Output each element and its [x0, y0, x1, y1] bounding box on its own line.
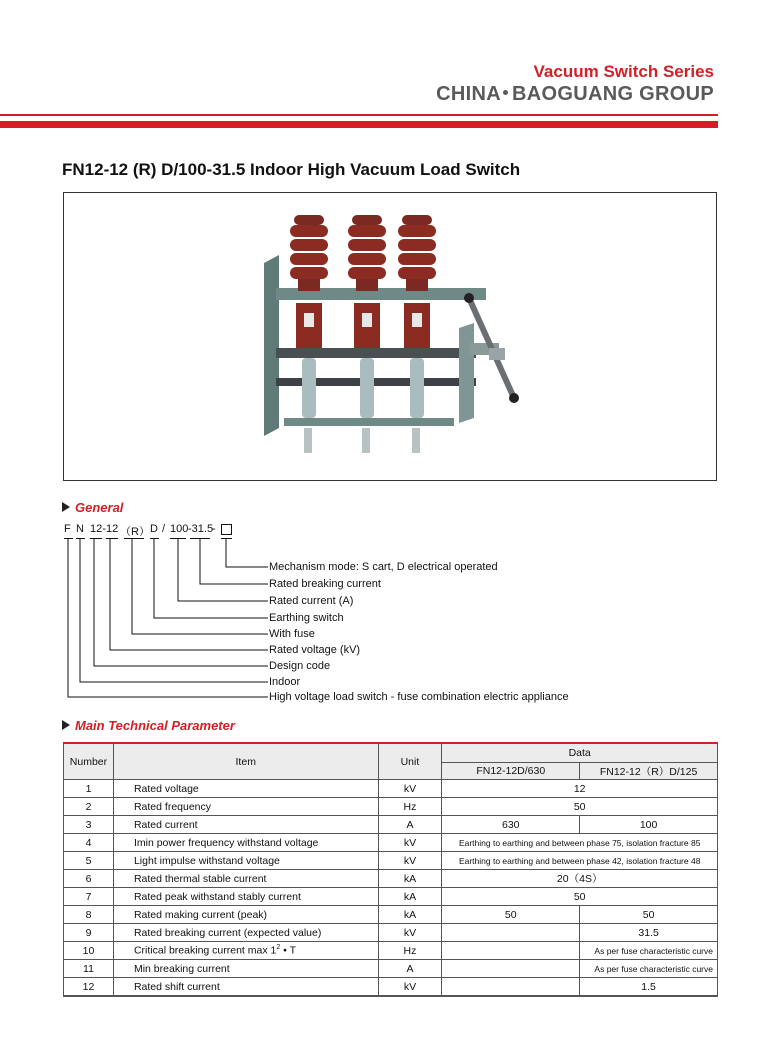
- row-item: Min breaking current: [113, 960, 378, 978]
- header-model-2: FN12-12（R）D/125: [580, 763, 718, 780]
- code-desc-rated-current: Rated current (A): [269, 595, 354, 607]
- header-unit: Unit: [378, 743, 442, 780]
- row-item: Rated breaking current (expected value): [113, 924, 378, 942]
- code-desc-rated-voltage: Rated voltage (kV): [269, 644, 361, 656]
- row-item: Rated frequency: [113, 798, 378, 816]
- code-leader-lines: [0, 535, 270, 705]
- header-rule-thin: [0, 114, 718, 116]
- series-title: Vacuum Switch Series: [533, 62, 714, 81]
- code-desc-breaking-current: Rated breaking current: [269, 578, 381, 590]
- row-unit: Hz: [378, 798, 442, 816]
- section-params-label: Main Technical Parameter: [75, 718, 235, 733]
- row-number: 2: [64, 798, 114, 816]
- table-row: [64, 798, 718, 816]
- company-name-part-b: BAOGUANG GROUP: [512, 83, 714, 105]
- row-unit: A: [378, 816, 442, 834]
- phase-c: [398, 215, 436, 453]
- row-number: 9: [64, 924, 114, 942]
- parameter-table: [63, 742, 718, 997]
- row-unit: Hz: [378, 942, 442, 960]
- row-data-model-2: As per fuse characteristic curve: [580, 960, 718, 978]
- header-rule-thick: [0, 121, 718, 128]
- row-data: 50: [442, 798, 718, 816]
- header-model-1: FN12-12D/630: [442, 763, 580, 780]
- code-desc-indoor: Indoor: [269, 676, 301, 688]
- row-item: Imin power frequency withstand voltage: [113, 834, 378, 852]
- table-row: [64, 816, 718, 834]
- table-row: [64, 780, 718, 798]
- row-item: Rated current: [113, 816, 378, 834]
- table-row: [64, 852, 718, 870]
- code-part-f: F: [64, 523, 71, 535]
- code-part-12b: 12: [106, 523, 119, 535]
- row-number: 1: [64, 780, 114, 798]
- row-unit: kA: [378, 870, 442, 888]
- triangle-bullet-icon: [62, 502, 70, 512]
- code-part-slash: /: [162, 523, 166, 535]
- row-data-model-1: [442, 942, 580, 960]
- code-part-d: D: [150, 523, 158, 535]
- row-unit: A: [378, 960, 442, 978]
- row-unit: kV: [378, 834, 442, 852]
- row-item: Rated making current (peak): [113, 906, 378, 924]
- code-part-12a: 12-: [90, 523, 106, 535]
- row-item: Light impulse withstand voltage: [113, 852, 378, 870]
- row-data: 50: [442, 888, 718, 906]
- section-general-label: General: [75, 500, 124, 515]
- row-number: 12: [64, 978, 114, 997]
- table-row: [64, 906, 718, 924]
- table-row: [64, 888, 718, 906]
- code-desc-design-code: Design code: [269, 660, 331, 672]
- row-data-model-1: [442, 978, 580, 997]
- row-data-model-2: 1.5: [580, 978, 718, 997]
- row-data: 12: [442, 780, 718, 798]
- row-number: 4: [64, 834, 114, 852]
- code-desc-load-switch: High voltage load switch - fuse combination electric appliance: [269, 691, 569, 703]
- code-placeholder-box: [221, 524, 232, 535]
- row-item-superscript: 2: [276, 944, 281, 952]
- row-data-model-2: 100: [580, 816, 718, 834]
- header-data: Data: [442, 743, 718, 763]
- header-number: Number: [64, 743, 114, 780]
- code-part-dash: -: [212, 523, 216, 535]
- code-part-n: N: [76, 523, 84, 535]
- row-item-text: Critical breaking current max 1: [133, 944, 277, 957]
- dot-separator: [503, 90, 508, 95]
- row-data: 20（4S）: [442, 870, 718, 888]
- row-item: [113, 942, 378, 960]
- company-name: [436, 83, 714, 106]
- row-number: 11: [64, 960, 114, 978]
- row-number: 3: [64, 816, 114, 834]
- table-row: [64, 960, 718, 978]
- load-switch-illustration: [64, 193, 716, 480]
- code-part-100: 100: [170, 523, 189, 535]
- row-data-model-2: 50: [580, 906, 718, 924]
- row-item: Rated voltage: [113, 780, 378, 798]
- table-row: [64, 942, 718, 960]
- row-data-model-1: 50: [442, 906, 580, 924]
- code-part-31-5: -31.5: [188, 523, 214, 535]
- row-number: 5: [64, 852, 114, 870]
- code-desc-mechanism: Mechanism mode: S cart, D electrical operated: [269, 561, 498, 573]
- row-item: Rated shift current: [113, 978, 378, 997]
- row-data: Earthing to earthing and between phase 42, isolation fracture 48: [442, 852, 718, 870]
- row-data-model-2: As per fuse characteristic curve: [580, 942, 718, 960]
- header-item: Item: [113, 743, 378, 780]
- table-row: [64, 834, 718, 852]
- table-row: [64, 924, 718, 942]
- phase-b: [348, 215, 386, 453]
- phase-a: [290, 215, 328, 453]
- row-data-model-1: [442, 960, 580, 978]
- row-number: 7: [64, 888, 114, 906]
- row-number: 6: [64, 870, 114, 888]
- row-number: 8: [64, 906, 114, 924]
- section-params-heading: [62, 718, 235, 733]
- table-row: [64, 870, 718, 888]
- table-row: [64, 978, 718, 997]
- row-item: Rated peak withstand stably current: [113, 888, 378, 906]
- code-desc-earthing-switch: Earthing switch: [269, 612, 344, 624]
- row-unit: kV: [378, 780, 442, 798]
- row-data-model-1: [442, 924, 580, 942]
- section-general-heading: [62, 500, 123, 515]
- page-title: FN12-12 (R) D/100-31.5 Indoor High Vacuum Load Switch: [62, 160, 521, 179]
- row-number: 10: [64, 942, 114, 960]
- row-item-tail: • T: [280, 944, 297, 957]
- row-unit: kA: [378, 906, 442, 924]
- row-data-model-2: 31.5: [580, 924, 718, 942]
- row-item: Rated thermal stable current: [113, 870, 378, 888]
- company-name-part-a: CHINA: [436, 83, 502, 105]
- row-data: Earthing to earthing and between phase 75, isolation fracture 85: [442, 834, 718, 852]
- code-desc-with-fuse: With fuse: [269, 628, 315, 640]
- row-unit: kV: [378, 852, 442, 870]
- row-unit: kV: [378, 978, 442, 997]
- product-photo-frame: [63, 192, 717, 481]
- row-unit: kV: [378, 924, 442, 942]
- row-data-model-1: 630: [442, 816, 580, 834]
- code-part-r: （R）: [120, 526, 150, 538]
- triangle-bullet-icon: [62, 720, 70, 730]
- row-unit: kA: [378, 888, 442, 906]
